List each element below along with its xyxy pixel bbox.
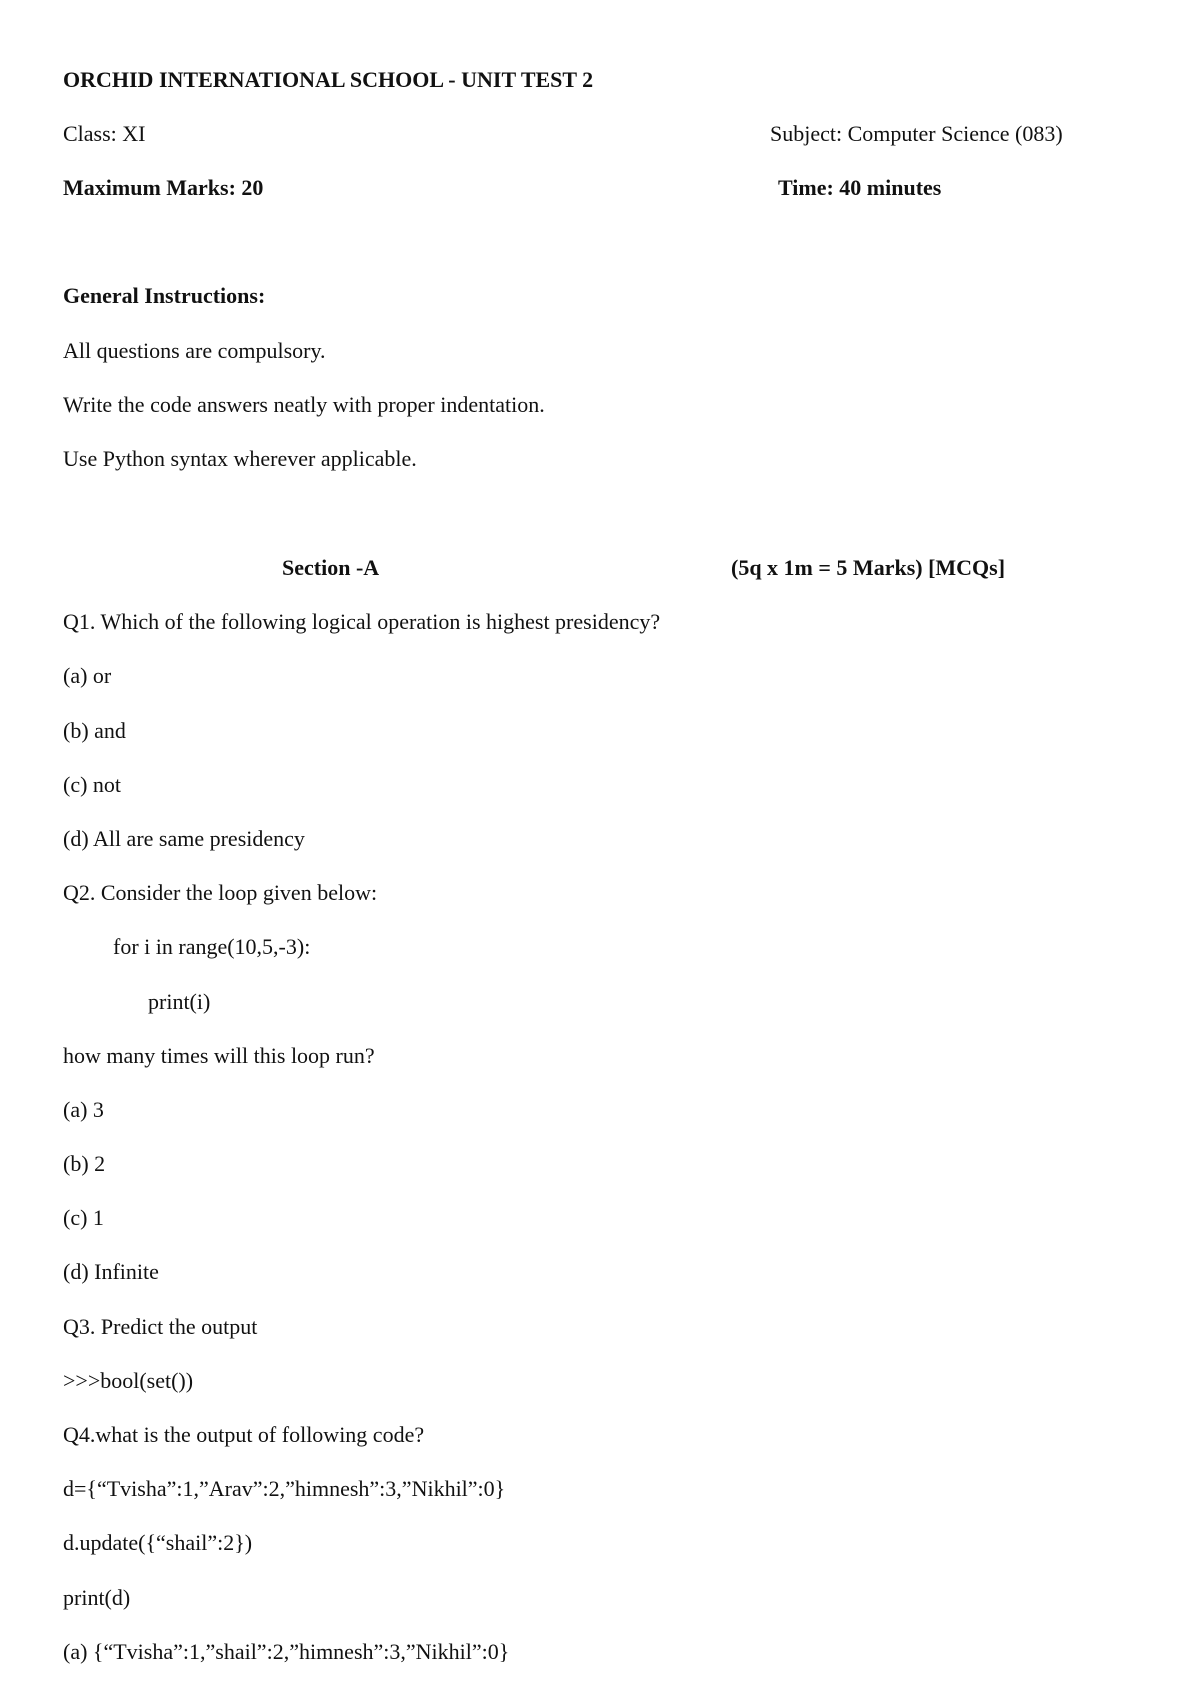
class-label: Class: XI xyxy=(63,121,146,146)
q2-option-d: (d) Infinite xyxy=(63,1259,159,1284)
q2-prompt: how many times will this loop run? xyxy=(63,1043,375,1068)
instruction-item: Write the code answers neatly with proper indentation. xyxy=(63,392,545,417)
max-marks: Maximum Marks: 20 xyxy=(63,175,264,200)
q3-code-line: >>>bool(set()) xyxy=(63,1368,194,1393)
exam-title: ORCHID INTERNATIONAL SCHOOL - UNIT TEST 2 xyxy=(63,67,594,92)
q1-option-c: (c) not xyxy=(63,772,122,797)
question-4: Q4.what is the output of following code? xyxy=(63,1422,425,1447)
q2-option-a: (a) 3 xyxy=(63,1097,104,1122)
q2-code-line: for i in range(10,5,-3): xyxy=(113,934,311,959)
q4-code-line: print(d) xyxy=(63,1585,131,1610)
q1-option-d: (d) All are same presidency xyxy=(63,826,305,851)
section-a-title: Section -A xyxy=(282,555,380,580)
instructions-heading: General Instructions: xyxy=(63,283,266,308)
question-1: Q1. Which of the following logical operation is highest presidency? xyxy=(63,609,661,634)
q2-code-line: print(i) xyxy=(148,989,211,1014)
q1-option-a: (a) or xyxy=(63,663,112,688)
q2-option-c: (c) 1 xyxy=(63,1205,104,1230)
instruction-item: All questions are compulsory. xyxy=(63,338,326,363)
question-3: Q3. Predict the output xyxy=(63,1314,258,1339)
q4-option-a: (a) {“Tvisha”:1,”shail”:2,”himnesh”:3,”Nikhil”:0} xyxy=(63,1639,510,1664)
q2-option-b: (b) 2 xyxy=(63,1151,106,1176)
section-a-marks: (5q x 1m = 5 Marks) [MCQs] xyxy=(731,555,1006,580)
q4-code-line: d.update({“shail”:2}) xyxy=(63,1530,253,1555)
time-allowed: Time: 40 minutes xyxy=(778,175,942,200)
q4-code-line: d={“Tvisha”:1,”Arav”:2,”himnesh”:3,”Nikhil”:0} xyxy=(63,1476,506,1501)
q1-option-b: (b) and xyxy=(63,718,126,743)
instruction-item: Use Python syntax wherever applicable. xyxy=(63,446,417,471)
question-2: Q2. Consider the loop given below: xyxy=(63,880,378,905)
subject-label: Subject: Computer Science (083) xyxy=(770,121,1063,146)
